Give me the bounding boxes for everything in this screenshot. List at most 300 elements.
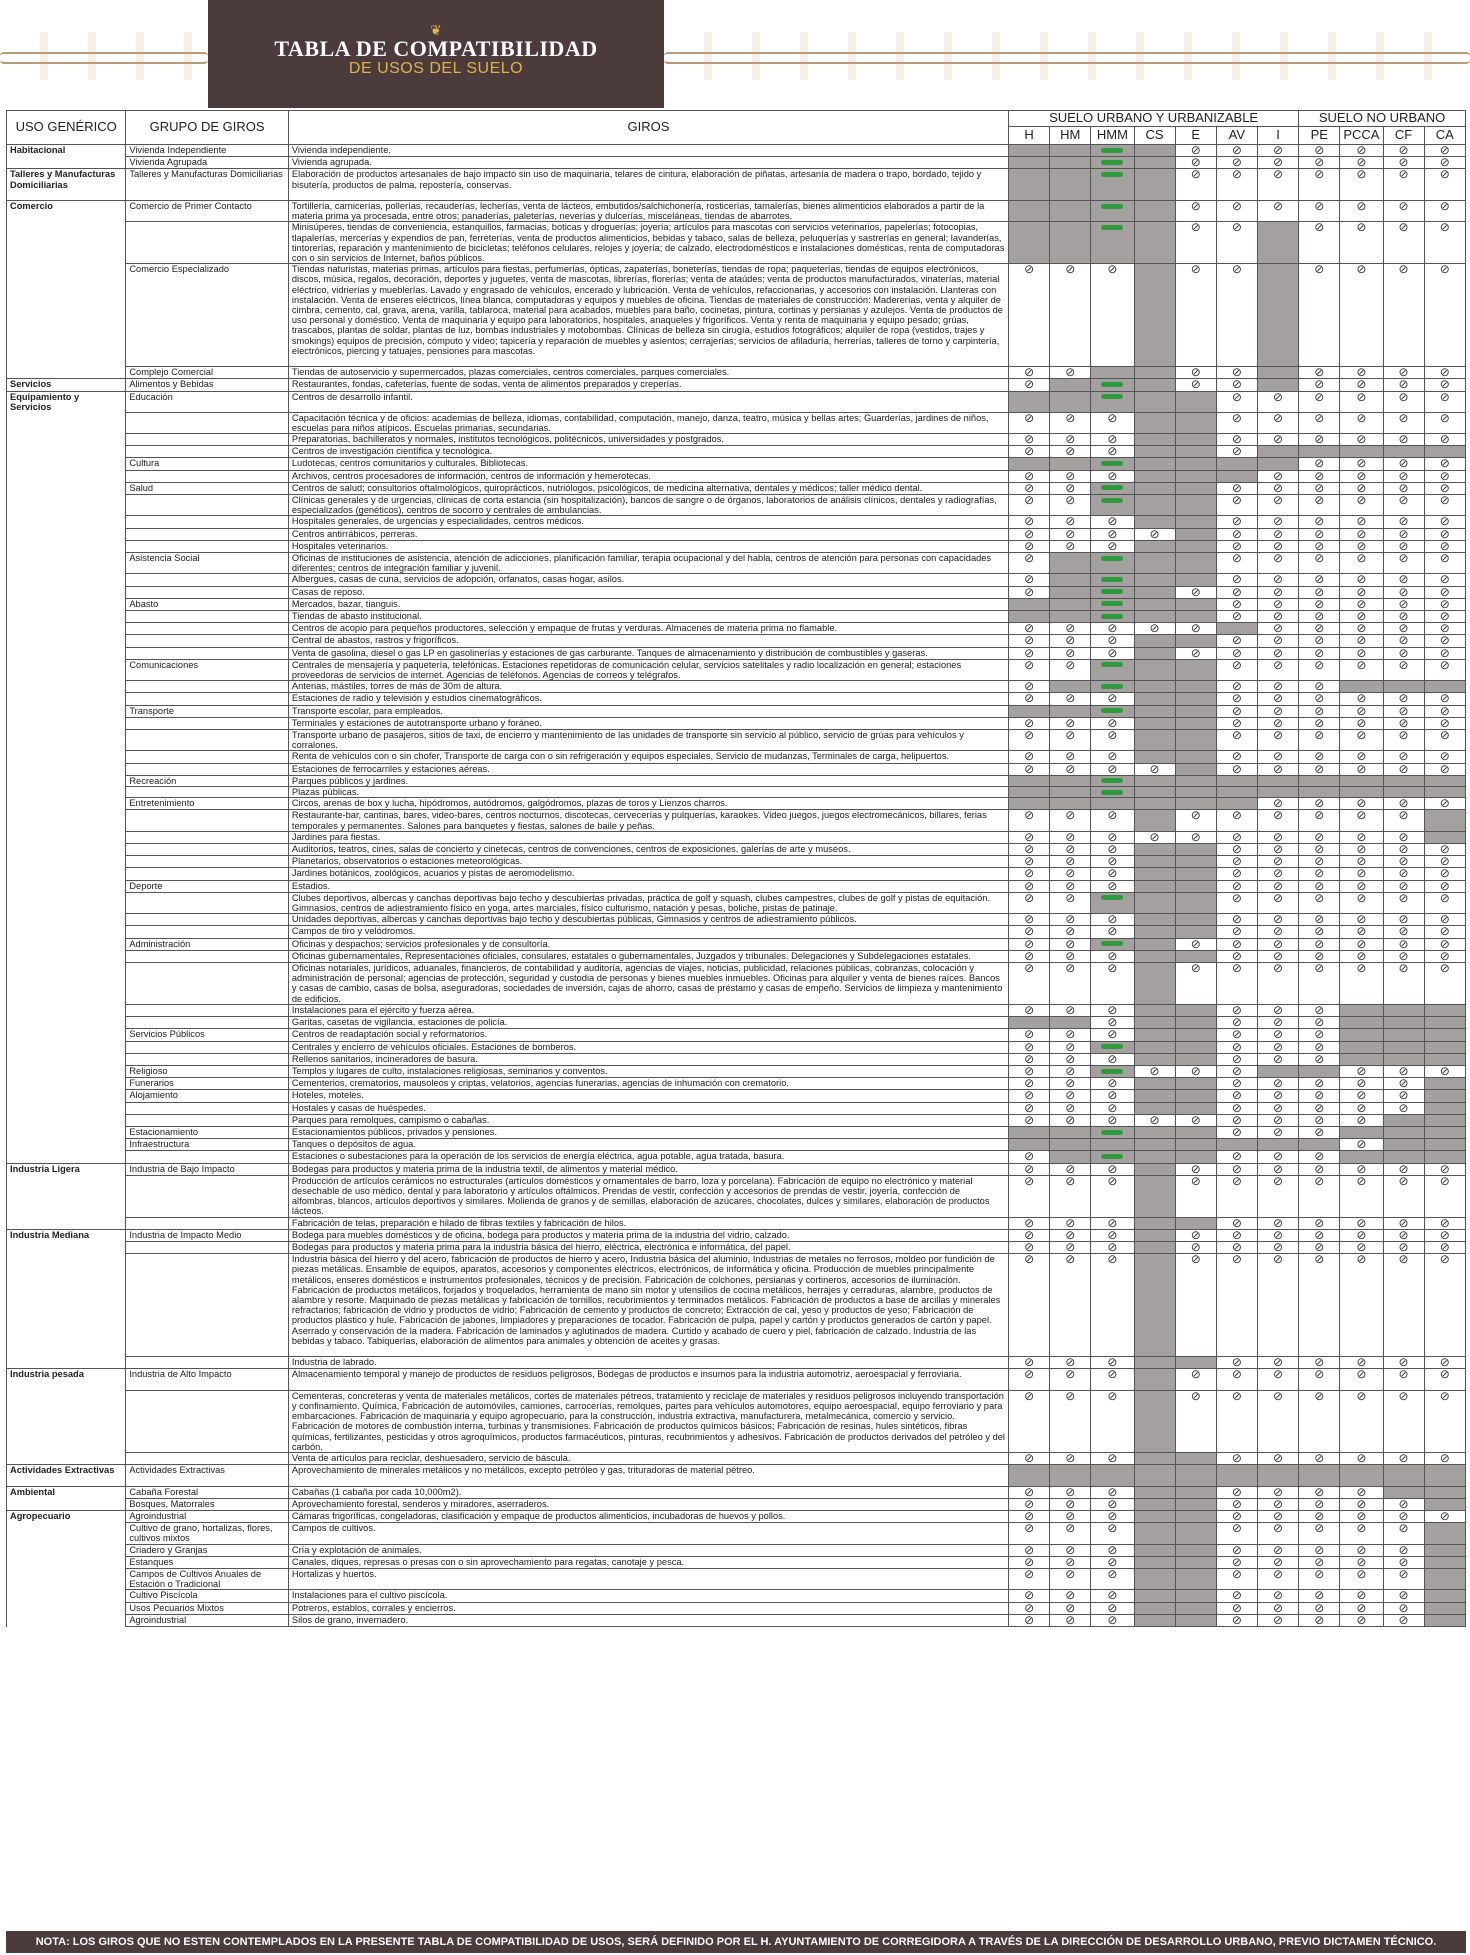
- table-row: [7, 950, 1466, 962]
- header-zone-pe: PE: [1299, 127, 1340, 145]
- zone-cell-prohibited: [1050, 1390, 1091, 1452]
- prohibited-icon: ⊘: [1065, 936, 1076, 951]
- prohibited-icon: ⊘: [1439, 1508, 1450, 1523]
- zone-cell-gray: [1134, 1241, 1175, 1253]
- giros-cell: Fabricación de telas, preparación e hilado de fibras textiles y fabricación de hilos.: [288, 1217, 1008, 1229]
- prohibited-icon: ⊘: [1439, 761, 1450, 776]
- prohibited-icon: ⊘: [1356, 1450, 1367, 1465]
- zone-cell-gray: [1424, 1090, 1465, 1102]
- zone-cell-prohibited: [1383, 433, 1424, 445]
- uso-generico-cell: [7, 1568, 126, 1589]
- prohibited-icon: ⊘: [1065, 1112, 1076, 1127]
- prohibited-icon: ⊘: [1231, 948, 1242, 963]
- zone-cell-prohibited: [1257, 494, 1298, 515]
- table-row: [7, 1465, 1466, 1486]
- uso-generico-cell: [7, 540, 126, 552]
- prohibited-icon: ⊘: [1024, 749, 1035, 764]
- prohibited-icon: ⊘: [1356, 1227, 1367, 1242]
- uso-generico-cell: [7, 1590, 126, 1602]
- prohibited-icon: ⊘: [1356, 143, 1367, 157]
- zone-cell-permitted: [1091, 598, 1134, 610]
- uso-generico-cell: [7, 798, 126, 810]
- zone-cell-prohibited: [1216, 264, 1257, 367]
- table-row: [7, 635, 1466, 647]
- prohibited-icon: ⊘: [1107, 431, 1118, 446]
- prohibited-icon: ⊘: [1065, 621, 1076, 636]
- prohibited-icon: ⊘: [1356, 842, 1367, 857]
- prohibited-icon: ⊘: [1314, 1600, 1325, 1615]
- prohibited-icon: ⊘: [1024, 842, 1035, 857]
- zone-cell-prohibited: [1257, 1452, 1298, 1464]
- prohibited-icon: ⊘: [1231, 167, 1242, 182]
- uso-generico-cell: [7, 1041, 126, 1053]
- prohibited-icon: ⊘: [1398, 749, 1409, 764]
- zone-cell-prohibited: [1383, 552, 1424, 573]
- prohibited-icon: ⊘: [1439, 621, 1450, 636]
- prohibited-icon: ⊘: [1024, 657, 1035, 672]
- prohibited-icon: ⊘: [1231, 1039, 1242, 1054]
- table-row: [7, 868, 1466, 880]
- giros-cell: Albergues, casas de cuna, servicios de adopción, orfanatos, casas hogar, asilos.: [288, 574, 1008, 586]
- title-box: [208, 0, 664, 108]
- prohibited-icon: ⊘: [1356, 167, 1367, 182]
- grupo-giros-cell: Administración: [126, 938, 289, 950]
- prohibited-icon: ⊘: [1356, 550, 1367, 565]
- prohibited-icon: ⊘: [1231, 1508, 1242, 1523]
- prohibited-icon: ⊘: [1439, 878, 1450, 893]
- zone-cell-prohibited: [1091, 647, 1134, 659]
- table-row: [7, 540, 1466, 552]
- zone-cell-prohibited: [1216, 1523, 1257, 1544]
- zone-cell-prohibited: [1340, 1175, 1383, 1217]
- zone-cell-prohibited: [1424, 1175, 1465, 1217]
- prohibited-icon: ⊘: [1314, 526, 1325, 541]
- prohibited-icon: ⊘: [1439, 538, 1450, 553]
- grupo-giros-cell: Entretenimiento: [126, 798, 289, 810]
- zone-cell-gray: [1175, 1544, 1216, 1556]
- zone-cell-gray: [1175, 1017, 1216, 1029]
- prohibited-icon: ⊘: [1107, 808, 1118, 823]
- prohibited-icon: ⊘: [1149, 829, 1160, 844]
- table-row: [7, 470, 1466, 482]
- prohibited-icon: ⊘: [1273, 715, 1284, 730]
- zone-cell-prohibited: [1299, 1523, 1340, 1544]
- permitted-bar-icon: [1101, 577, 1123, 582]
- grupo-giros-cell: [126, 892, 289, 913]
- prohibited-icon: ⊘: [1107, 1002, 1118, 1017]
- prohibited-icon: ⊘: [1231, 1088, 1242, 1103]
- permitted-bar-icon: [1101, 225, 1123, 230]
- table-row: [7, 926, 1466, 938]
- zone-cell-prohibited: [1299, 1614, 1340, 1626]
- zone-cell-prohibited: [1050, 494, 1091, 515]
- zone-cell-gray: [1134, 1556, 1175, 1568]
- prohibited-icon: ⊘: [1024, 936, 1035, 951]
- uso-generico-cell: [7, 1217, 126, 1229]
- prohibited-icon: ⊘: [1314, 1566, 1325, 1581]
- prohibited-icon: ⊘: [1065, 1088, 1076, 1103]
- zone-cell-prohibited: [1424, 552, 1465, 573]
- zone-cell-prohibited: [1091, 763, 1134, 775]
- prohibited-icon: ⊘: [1065, 1227, 1076, 1242]
- prohibited-icon: ⊘: [1065, 1496, 1076, 1511]
- prohibited-icon: ⊘: [1065, 1161, 1076, 1176]
- prohibited-icon: ⊘: [1065, 1521, 1076, 1536]
- zone-cell-gray: [1299, 1465, 1340, 1486]
- zone-cell-prohibited: [1216, 494, 1257, 515]
- table-row: [7, 1523, 1466, 1544]
- prohibited-icon: ⊘: [1107, 1600, 1118, 1615]
- zone-cell-prohibited: [1091, 880, 1134, 892]
- prohibited-icon: ⊘: [1398, 1542, 1409, 1557]
- prohibited-icon: ⊘: [1314, 1496, 1325, 1511]
- zone-cell-gray: [1134, 1614, 1175, 1626]
- zone-cell-prohibited: [1299, 433, 1340, 445]
- prohibited-icon: ⊘: [1107, 829, 1118, 844]
- zone-cell-prohibited: [1424, 763, 1465, 775]
- prohibited-icon: ⊘: [1314, 1367, 1325, 1382]
- zone-cell-prohibited: [1299, 169, 1340, 201]
- zone-cell-prohibited: [1050, 693, 1091, 705]
- prohibited-icon: ⊘: [1273, 796, 1284, 811]
- uso-generico-cell: [7, 810, 126, 831]
- prohibited-icon: ⊘: [1356, 948, 1367, 963]
- zone-cell-gray: [1383, 1029, 1424, 1041]
- prohibited-icon: ⊘: [1398, 572, 1409, 587]
- zone-cell-prohibited: [1175, 201, 1216, 222]
- prohibited-icon: ⊘: [1190, 143, 1201, 157]
- zone-cell-gray: [1175, 1139, 1216, 1151]
- prohibited-icon: ⊘: [1065, 691, 1076, 706]
- zone-cell-gray: [1175, 1465, 1216, 1486]
- zone-cell-prohibited: [1175, 647, 1216, 659]
- zone-cell-gray: [1175, 1041, 1216, 1053]
- prohibited-icon: ⊘: [1398, 262, 1409, 277]
- zone-cell-gray: [1175, 763, 1216, 775]
- prohibited-icon: ⊘: [1356, 866, 1367, 881]
- permitted-bar-icon: [1101, 1130, 1123, 1135]
- uso-generico-cell: [7, 1078, 126, 1090]
- giros-cell: Vivienda agrupada.: [288, 157, 1008, 169]
- prohibited-icon: ⊘: [1314, 645, 1325, 660]
- prohibited-icon: ⊘: [1314, 1051, 1325, 1066]
- zone-cell-gray: [1383, 1139, 1424, 1151]
- giros-cell: Centros de investigación científica y tecnológica.: [288, 446, 1008, 458]
- zone-cell-permitted: [1091, 494, 1134, 515]
- zone-cell-prohibited: [1257, 433, 1298, 445]
- uso-generico-cell: [7, 1614, 126, 1626]
- prohibited-icon: ⊘: [1314, 1173, 1325, 1188]
- zone-cell-prohibited: [1340, 433, 1383, 445]
- prohibited-icon: ⊘: [1439, 842, 1450, 857]
- prohibited-icon: ⊘: [1398, 1100, 1409, 1115]
- prohibited-icon: ⊘: [1273, 167, 1284, 182]
- zone-cell-prohibited: [1091, 1254, 1134, 1357]
- prohibited-icon: ⊘: [1024, 854, 1035, 869]
- zone-cell-gray: [1134, 367, 1175, 379]
- giros-cell: Venta de artículos para reciclar, deshuesadero, servicio de báscula.: [288, 1452, 1008, 1464]
- uso-generico-cell: [7, 528, 126, 540]
- prohibited-icon: ⊘: [1273, 1496, 1284, 1511]
- prohibited-icon: ⊘: [1190, 220, 1201, 235]
- table-row: [7, 412, 1466, 433]
- prohibited-icon: ⊘: [1356, 796, 1367, 811]
- prohibited-icon: ⊘: [1231, 1227, 1242, 1242]
- table-row: [7, 880, 1466, 892]
- grupo-giros-cell: Cultivo de grano, hortalizas, flores, cultivos mixtos: [126, 1523, 289, 1544]
- prohibited-icon: ⊘: [1273, 912, 1284, 927]
- prohibited-icon: ⊘: [1107, 1588, 1118, 1603]
- prohibited-icon: ⊘: [1024, 1450, 1035, 1465]
- prohibited-icon: ⊘: [1065, 1002, 1076, 1017]
- zone-cell-prohibited: [1383, 1254, 1424, 1357]
- table-row: [7, 446, 1466, 458]
- zone-cell-prohibited: [1299, 1126, 1340, 1138]
- zone-cell-gray: [1134, 540, 1175, 552]
- grupo-giros-cell: Cabaña Forestal: [126, 1486, 289, 1498]
- zone-cell-prohibited: [1216, 391, 1257, 412]
- prohibited-icon: ⊘: [1356, 878, 1367, 893]
- prohibited-icon: ⊘: [1398, 410, 1409, 425]
- zone-cell-gray: [1424, 1102, 1465, 1114]
- zone-cell-gray: [1340, 1041, 1383, 1053]
- table-row: [7, 1390, 1466, 1452]
- prohibited-icon: ⊘: [1273, 1554, 1284, 1569]
- uso-generico-cell: [7, 1053, 126, 1065]
- prohibited-icon: ⊘: [1231, 538, 1242, 553]
- grupo-giros-cell: [126, 1114, 289, 1126]
- grupo-giros-cell: Abasto: [126, 598, 289, 610]
- permitted-bar-icon: [1101, 498, 1123, 503]
- prohibited-icon: ⊘: [1439, 924, 1450, 939]
- permitted-bar-icon: [1101, 461, 1123, 466]
- zone-cell-prohibited: [1340, 1568, 1383, 1589]
- prohibited-icon: ⊘: [1024, 924, 1035, 939]
- prohibited-icon: ⊘: [1314, 749, 1325, 764]
- prohibited-icon: ⊘: [1398, 480, 1409, 495]
- prohibited-icon: ⊘: [1065, 444, 1076, 459]
- prohibited-icon: ⊘: [1398, 1367, 1409, 1382]
- header-zone-cf: CF: [1383, 127, 1424, 145]
- zone-cell-gray: [1009, 391, 1050, 412]
- prohibited-icon: ⊘: [1231, 1554, 1242, 1569]
- grupo-giros-cell: [126, 831, 289, 843]
- zone-cell-prohibited: [1009, 1390, 1050, 1452]
- zone-cell-prohibited: [1383, 494, 1424, 515]
- grupo-giros-cell: [126, 1151, 289, 1163]
- zone-cell-prohibited: [1009, 1523, 1050, 1544]
- zone-cell-gray: [1175, 470, 1216, 482]
- grupo-giros-cell: Agroindustrial: [126, 1614, 289, 1626]
- prohibited-icon: ⊘: [1439, 389, 1450, 404]
- prohibited-icon: ⊘: [1024, 1149, 1035, 1164]
- prohibited-icon: ⊘: [1065, 1388, 1076, 1403]
- zone-cell-gray: [1134, 552, 1175, 573]
- zone-cell-permitted: [1091, 145, 1134, 157]
- zone-cell-gray: [1134, 914, 1175, 926]
- zone-cell-prohibited: [1009, 892, 1050, 913]
- prohibited-icon: ⊘: [1314, 220, 1325, 235]
- prohibited-icon: ⊘: [1273, 1355, 1284, 1370]
- uso-generico-cell: [7, 892, 126, 913]
- prohibited-icon: ⊘: [1231, 377, 1242, 392]
- prohibited-icon: ⊘: [1439, 866, 1450, 881]
- prohibited-icon: ⊘: [1314, 1088, 1325, 1103]
- zone-cell-prohibited: [1340, 810, 1383, 831]
- zone-cell-prohibited: [1091, 470, 1134, 482]
- grupo-giros-cell: [126, 1053, 289, 1065]
- zone-cell-gray: [1424, 1568, 1465, 1589]
- grupo-giros-cell: [126, 1452, 289, 1464]
- zone-cell-prohibited: [1009, 1254, 1050, 1357]
- table-row: [7, 1486, 1466, 1498]
- prohibited-icon: ⊘: [1065, 842, 1076, 857]
- zone-cell-prohibited: [1424, 730, 1465, 751]
- prohibited-icon: ⊘: [1024, 1542, 1035, 1557]
- zone-cell-prohibited: [1091, 446, 1134, 458]
- uso-generico-cell: [7, 1254, 126, 1357]
- zone-cell-prohibited: [1257, 763, 1298, 775]
- prohibited-icon: ⊘: [1314, 715, 1325, 730]
- prohibited-icon: ⊘: [1273, 890, 1284, 905]
- prohibited-icon: ⊘: [1107, 1612, 1118, 1627]
- zone-cell-prohibited: [1175, 169, 1216, 201]
- uso-generico-cell: [7, 635, 126, 647]
- grupo-giros-cell: [126, 810, 289, 831]
- zone-cell-prohibited: [1340, 494, 1383, 515]
- prohibited-icon: ⊘: [1398, 890, 1409, 905]
- zone-cell-prohibited: [1216, 412, 1257, 433]
- prohibited-icon: ⊘: [1107, 1252, 1118, 1267]
- prohibited-icon: ⊘: [1356, 514, 1367, 529]
- prohibited-icon: ⊘: [1231, 1149, 1242, 1164]
- zone-cell-gray: [1299, 775, 1340, 786]
- zone-cell-prohibited: [1134, 831, 1175, 843]
- prohibited-icon: ⊘: [1107, 924, 1118, 939]
- prohibited-icon: ⊘: [1107, 621, 1118, 636]
- prohibited-icon: ⊘: [1439, 1161, 1450, 1176]
- zone-cell-prohibited: [1340, 222, 1383, 264]
- prohibited-icon: ⊘: [1231, 691, 1242, 706]
- grupo-giros-cell: [126, 717, 289, 729]
- prohibited-icon: ⊘: [1273, 657, 1284, 672]
- uso-generico-cell: [7, 470, 126, 482]
- prohibited-icon: ⊘: [1273, 1100, 1284, 1115]
- zone-cell-prohibited: [1091, 693, 1134, 705]
- zone-cell-gray: [1424, 1114, 1465, 1126]
- prohibited-icon: ⊘: [1273, 526, 1284, 541]
- zone-cell-gray: [1134, 705, 1175, 717]
- grupo-giros-cell: [126, 1217, 289, 1229]
- zone-cell-gray: [1050, 1126, 1091, 1138]
- zone-cell-gray: [1050, 222, 1091, 264]
- page-title: TABLA DE COMPATIBILIDAD: [274, 36, 598, 61]
- zone-cell-gray: [1134, 1217, 1175, 1229]
- prohibited-icon: ⊘: [1356, 1137, 1367, 1152]
- zone-cell-prohibited: [1257, 169, 1298, 201]
- giros-cell: Cementeras, concreteras y venta de materiales metálicos, cortes de materiales pétreos, tratamiento y reciclaje de materiales y residuos peligrosos incluyendo transportación y confinamiento. Química, Fabricación de automóviles, camiones, carrocerías, remolques, partes para vehículos automotores, equipo aeroespacial, equipo ferroviario y para embarcaciones. Fabricación de maquinaria y equipo agropecuario, para la construcción, industria extractiva, manufacturera, metalmecánica, comercio y servicio. Fabricación de motores de combustión interna, turbinas y transmisiones. Fabricación de productos químicos básicos; Fabricación de resinas, hules sintéticos, fibras químicas, fertilizantes, pesticidas y otros agroquímicos, productos farmacéuticos, pinturas, recubrimientos y adhesivos. Fabricación de productos derivados del petróleo y del carbón.: [288, 1390, 1008, 1452]
- giros-cell: Transporte escolar, para empleados.: [288, 705, 1008, 717]
- giros-cell: Terminales y estaciones de autotransporte urbano y foráneo.: [288, 717, 1008, 729]
- prohibited-icon: ⊘: [1314, 1149, 1325, 1164]
- table-row: [7, 1452, 1466, 1464]
- table-row: [7, 145, 1466, 157]
- zone-cell-gray: [1340, 1465, 1383, 1486]
- zone-cell-gray: [1175, 1614, 1216, 1626]
- prohibited-icon: ⊘: [1398, 691, 1409, 706]
- prohibited-icon: ⊘: [1149, 761, 1160, 776]
- zone-cell-gray: [1175, 868, 1216, 880]
- table-row: [7, 1510, 1466, 1522]
- prohibited-icon: ⊘: [1107, 410, 1118, 425]
- prohibited-icon: ⊘: [1231, 1063, 1242, 1078]
- zone-cell-gray: [1424, 1523, 1465, 1544]
- zone-cell-prohibited: [1175, 1114, 1216, 1126]
- prohibited-icon: ⊘: [1439, 456, 1450, 471]
- prohibited-icon: ⊘: [1190, 199, 1201, 213]
- grupo-giros-cell: Usos Pecuarios Mixtos: [126, 1602, 289, 1614]
- prohibited-icon: ⊘: [1231, 749, 1242, 764]
- zone-cell-prohibited: [1091, 810, 1134, 831]
- uso-generico-cell: [7, 1556, 126, 1568]
- zone-cell-gray: [1175, 693, 1216, 705]
- prohibited-icon: ⊘: [1439, 749, 1450, 764]
- prohibited-icon: ⊘: [1065, 1554, 1076, 1569]
- header-grupo: GRUPO DE GIROS: [126, 111, 289, 145]
- prohibited-icon: ⊘: [1065, 526, 1076, 541]
- prohibited-icon: ⊘: [1231, 1367, 1242, 1382]
- giros-cell: Estaciones de radio y televisión y estudios cinematográficos.: [288, 693, 1008, 705]
- giros-cell: Bodegas para productos y materia prima para la industria básica del hierro, eléctrica, electrónica e informática, del papel.: [288, 1241, 1008, 1253]
- zone-cell-prohibited: [1009, 552, 1050, 573]
- prohibited-icon: ⊘: [1107, 645, 1118, 660]
- grupo-giros-cell: [126, 1017, 289, 1029]
- prohibited-icon: ⊘: [1065, 657, 1076, 672]
- zone-cell-prohibited: [1299, 412, 1340, 433]
- prohibited-icon: ⊘: [1356, 715, 1367, 730]
- zone-cell-prohibited: [1091, 1369, 1134, 1390]
- grupo-giros-cell: [126, 868, 289, 880]
- prohibited-icon: ⊘: [1273, 1367, 1284, 1382]
- zone-cell-gray: [1175, 1004, 1216, 1016]
- zone-cell-gray: [1134, 1523, 1175, 1544]
- prohibited-icon: ⊘: [1231, 514, 1242, 529]
- grupo-giros-cell: [126, 1254, 289, 1357]
- prohibited-icon: ⊘: [1439, 854, 1450, 869]
- prohibited-icon: ⊘: [1024, 365, 1035, 380]
- table-row: [7, 844, 1466, 856]
- grupo-giros-cell: Asistencia Social: [126, 552, 289, 573]
- giros-cell: Central de abastos, rastros y frigoríficos.: [288, 635, 1008, 647]
- prohibited-icon: ⊘: [1356, 608, 1367, 623]
- zone-cell-prohibited: [1009, 446, 1050, 458]
- zone-cell-prohibited: [1340, 1523, 1383, 1544]
- grupo-giros-cell: Talleres y Manufacturas Domiciliarias: [126, 169, 289, 201]
- prohibited-icon: ⊘: [1273, 1076, 1284, 1091]
- zone-cell-prohibited: [1050, 1369, 1091, 1390]
- prohibited-icon: ⊘: [1314, 1388, 1325, 1403]
- prohibited-icon: ⊘: [1065, 365, 1076, 380]
- giros-cell: Almacenamiento temporal y manejo de productos de residuos peligrosos, Bodegas de productos e insumos para la industria automotriz, aeroespacial y ferroviaria.: [288, 1369, 1008, 1390]
- grupo-giros-cell: Vivienda Independiente: [126, 145, 289, 157]
- prohibited-icon: ⊘: [1231, 1173, 1242, 1188]
- prohibited-icon: ⊘: [1107, 1566, 1118, 1581]
- zone-cell-gray: [1424, 1041, 1465, 1053]
- prohibited-icon: ⊘: [1231, 1124, 1242, 1139]
- zone-cell-prohibited: [1257, 892, 1298, 913]
- uso-generico-cell: [7, 1004, 126, 1016]
- prohibited-icon: ⊘: [1314, 596, 1325, 611]
